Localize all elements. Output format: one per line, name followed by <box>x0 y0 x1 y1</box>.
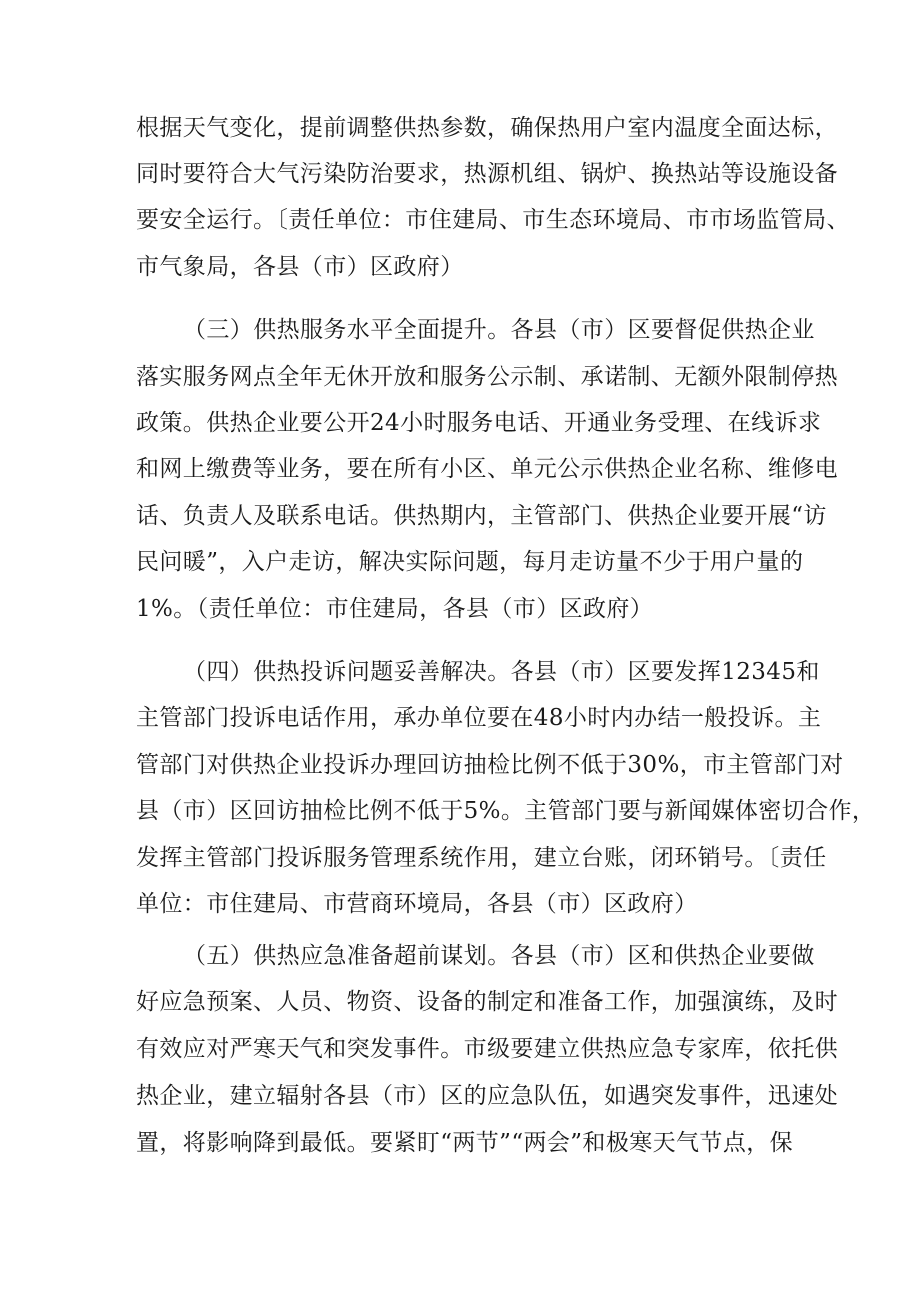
text-line: 和网上缴费等业务，要在所有小区、单元公示供热企业名称、维修电 <box>136 456 838 482</box>
section-heading-4: （四）供热投诉问题妥善解决。各县（市）区要发挥12345和 <box>183 659 820 685</box>
text-line: 1%。（责任单位：市住建局，各县（市）区政府） <box>136 596 654 622</box>
text-line: 同时要符合大气污染防治要求，热源机组、锅炉、换热站等设施设备 <box>136 161 838 187</box>
text-line: 有效应对严寒天气和突发事件。市级要建立供热应急专家库，依托供 <box>136 1036 838 1062</box>
section-heading-3: （三）供热服务水平全面提升。各县（市）区要督促供热企业 <box>183 317 815 343</box>
text-line: 热企业，建立辐射各县（市）区的应急队伍，如遇突发事件，迅速处 <box>136 1083 838 1109</box>
text-line: 话、负责人及联系电话。供热期内，主管部门、供热企业要开展“访 <box>136 503 827 529</box>
text-line: 主管部门投诉电话作用，承办单位要在48小时内办结一般投诉。主 <box>136 705 822 731</box>
text-line: 要安全运行。〔责任单位：市住建局、市生态环境局、市市场监管局、 <box>136 207 850 233</box>
text-line: 政策。供热企业要公开24小时服务电话、开通业务受理、在线诉求 <box>136 410 822 436</box>
section-heading-5: （五）供热应急准备超前谋划。各县（市）区和供热企业要做 <box>183 943 815 969</box>
text-line: 县（市）区回访抽检比例不低于5%。主管部门要与新闻媒体密切合作， <box>136 798 876 824</box>
text-line: 发挥主管部门投诉服务管理系统作用，建立台账，闭环销号。〔责任 <box>136 845 827 871</box>
text-line: 落实服务网点全年无休开放和服务公示制、承诺制、无额外限制停热 <box>136 364 838 390</box>
text-line: 好应急预案、人员、物资、设备的制定和准备工作，加强演练，及时 <box>136 989 838 1015</box>
text-line: 民问暖”，入户走访，解决实际问题，每月走访量不少于用户量的 <box>136 549 804 575</box>
text-line: 置，将影响降到最低。要紧盯“两节”“两会”和极寒天气节点，保 <box>136 1130 794 1156</box>
text-line: 单位：市住建局、市营商环境局，各县（市）区政府） <box>136 891 698 917</box>
text-line: 根据天气变化，提前调整供热参数，确保热用户室内温度全面达标， <box>136 115 838 141</box>
text-line: 市气象局，各县（市）区政府） <box>136 254 464 280</box>
text-line: 管部门对供热企业投诉办理回访抽检比例不低于30%，市主管部门对 <box>136 752 844 778</box>
